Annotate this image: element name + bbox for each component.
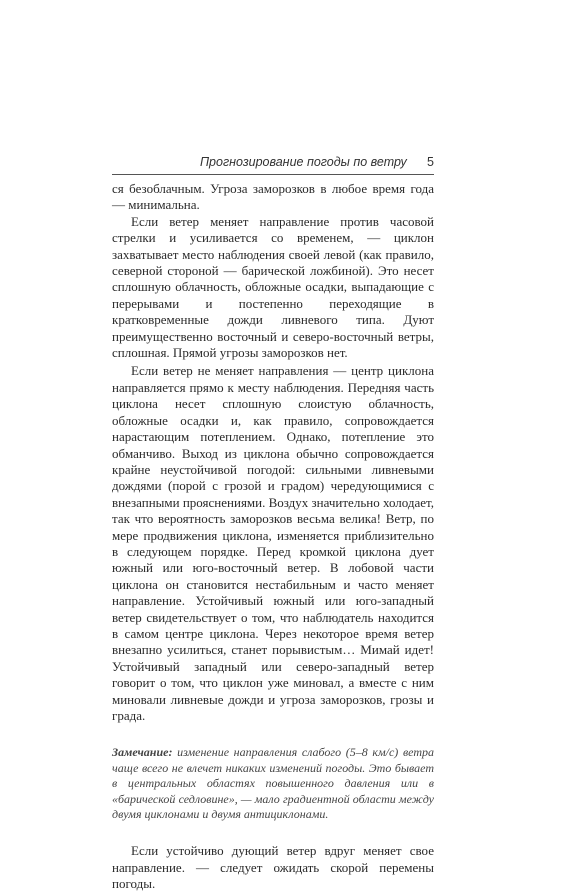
running-header <box>112 152 434 174</box>
paragraph-final: Если устойчиво дующий ветер вдруг меняет свое направление. — следует ожидать скорой перемены погоды. <box>112 843 434 892</box>
paragraph-continuation: ся безоблачным. Угроза заморозков в любое время года — минимальна. <box>112 181 434 213</box>
running-header-title: Прогнозирование погоды по ветру <box>200 155 407 169</box>
page-body <box>112 181 434 893</box>
note-text: изменение направления слабого (5–8 км/с) ветра чаще всего не влечет никаких изменений погоды. Это бывает в центральных областях повышенного давления или в «барической седловине», — мало градиентной области между двумя циклонами и двумя антициклонами. <box>112 745 434 822</box>
header-rule <box>112 174 434 175</box>
page-number: 5 <box>427 155 434 169</box>
paragraph-wind-steady: Если ветер не меняет направления — центр циклона направляется прямо к месту наблюдения. Передняя часть циклона несет сплошную слоистую облачность, обложные осадки и, как правило, сопровождается нарастающим потеплением. Однако, потепление это обманчиво. Выход из циклона обычно сопровождается крайне неустойчивой погодой: сильными ливневыми дождями (порой с грозой и градом) чередующимися с внезапными прояснениями. Воздух значительно холодает, так что вероятность заморозков весьма велика! Ветр, по мере продвижения циклона, изменяется приблизительно в следующем порядке. Перед кромкой циклона дует южный или юго-восточный ветер. В лобовой части циклона он становится нестабильным и часто меняет направление. Устойчивый южный или юго-западный ветер свидетельствует о том, что наблюдатель находится в самом центре циклона. Через некоторое время ветер внезапно усилиться, станет порывистым… Мимай идет! Устойчивый западный или северо-западный ветер говорит о том, что циклон уже миновал, а вместе с ним миновали ливневые дожди и угроза заморозков, грозы и града. <box>112 363 435 723</box>
note-block <box>112 745 434 822</box>
note-label: Замечание: <box>112 745 173 760</box>
paragraph-wind-counterclockwise: Если ветер меняет направление против часовой стрелки и усиливается со временем, — циклон захватывает место наблюдения своей левой (как правило, северной стороной — барической ложбиной). Это несет сплошную облачность, обложные осадки, выпадающие с перерывами и постепенно переходящие в кратковременные дожди ливневого типа. Дуют преимущественно восточный и северо-восточный ветры, сплошная. Прямой угрозы заморозков нет. <box>112 213 434 361</box>
